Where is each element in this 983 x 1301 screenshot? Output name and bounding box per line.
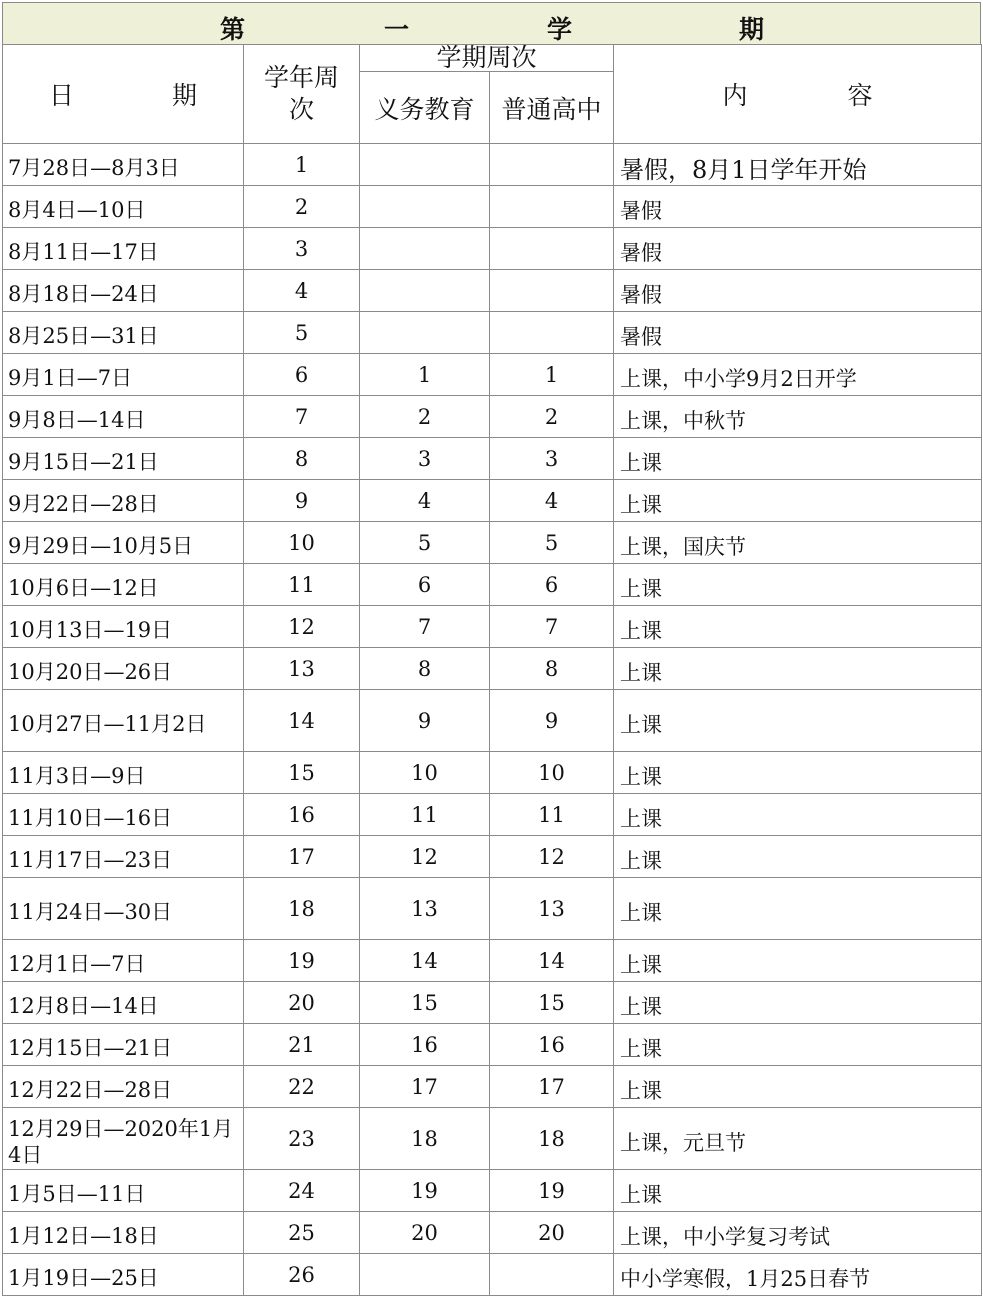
high-school-week-cell (490, 270, 614, 312)
content-cell: 上课 (614, 1170, 982, 1212)
content-cell: 暑假 (614, 270, 982, 312)
content-cell: 上课 (614, 480, 982, 522)
high-school-week-cell (490, 312, 614, 354)
date-cell: 8月25日—31日 (3, 312, 244, 354)
year-week-cell: 24 (244, 1170, 360, 1212)
compulsory-week-cell: 4 (360, 480, 490, 522)
high-school-week-cell: 11 (490, 794, 614, 836)
year-week-cell: 12 (244, 606, 360, 648)
table-row (3, 564, 982, 606)
content-cell: 上课 (614, 1024, 982, 1066)
content-cell: 上课 (614, 752, 982, 794)
compulsory-week-cell: 9 (360, 690, 490, 752)
high-school-week-cell: 12 (490, 836, 614, 878)
table-row (3, 1108, 982, 1170)
high-school-week-cell: 1 (490, 354, 614, 396)
year-week-cell: 2 (244, 186, 360, 228)
high-school-week-cell: 7 (490, 606, 614, 648)
content-cell: 上课，中秋节 (614, 396, 982, 438)
schedule-table (2, 44, 982, 1296)
content-cell: 上课，元旦节 (614, 1108, 982, 1170)
compulsory-week-cell: 7 (360, 606, 490, 648)
date-cell: 7月28日—8月3日 (3, 144, 244, 186)
year-week-cell: 11 (244, 564, 360, 606)
header-high-school: 普通高中 (490, 72, 614, 144)
year-week-cell: 19 (244, 940, 360, 982)
compulsory-week-cell: 8 (360, 648, 490, 690)
year-week-cell: 4 (244, 270, 360, 312)
compulsory-week-cell: 10 (360, 752, 490, 794)
content-cell: 上课 (614, 438, 982, 480)
year-week-cell: 16 (244, 794, 360, 836)
table-row (3, 354, 982, 396)
header-content-char-1: 内 (722, 81, 748, 110)
year-week-cell: 23 (244, 1108, 360, 1170)
content-cell: 上课 (614, 690, 982, 752)
compulsory-week-cell: 17 (360, 1066, 490, 1108)
table-row (3, 606, 982, 648)
high-school-week-cell: 16 (490, 1024, 614, 1066)
schedule-body (3, 144, 982, 1296)
title-char-1: 第 (220, 15, 247, 44)
year-week-cell: 17 (244, 836, 360, 878)
table-row (3, 836, 982, 878)
header-year-week-label: 学年周次 (263, 63, 339, 124)
date-cell: 10月20日—26日 (3, 648, 244, 690)
year-week-cell: 5 (244, 312, 360, 354)
compulsory-week-cell: 6 (360, 564, 490, 606)
title-char-2: 一 (384, 15, 411, 44)
compulsory-week-cell (360, 186, 490, 228)
year-week-cell: 26 (244, 1254, 360, 1296)
compulsory-week-cell: 13 (360, 878, 490, 940)
title-char-3: 学 (547, 15, 574, 44)
year-week-cell: 18 (244, 878, 360, 940)
year-week-cell: 15 (244, 752, 360, 794)
table-row (3, 186, 982, 228)
year-week-cell: 9 (244, 480, 360, 522)
high-school-week-cell: 5 (490, 522, 614, 564)
compulsory-week-cell (360, 144, 490, 186)
content-cell: 上课 (614, 836, 982, 878)
header-year-week (244, 45, 360, 144)
date-cell: 9月29日—10月5日 (3, 522, 244, 564)
high-school-week-cell: 17 (490, 1066, 614, 1108)
date-cell: 9月22日—28日 (3, 480, 244, 522)
high-school-week-cell: 19 (490, 1170, 614, 1212)
content-cell: 上课 (614, 648, 982, 690)
date-cell: 1月12日—18日 (3, 1212, 244, 1254)
header-term-week: 学期周次 (360, 45, 614, 72)
table-row (3, 1024, 982, 1066)
date-cell: 8月4日—10日 (3, 186, 244, 228)
year-week-cell: 22 (244, 1066, 360, 1108)
year-week-cell: 8 (244, 438, 360, 480)
date-cell: 11月10日—16日 (3, 794, 244, 836)
year-week-cell: 3 (244, 228, 360, 270)
table-row (3, 878, 982, 940)
content-cell: 上课 (614, 982, 982, 1024)
table-row (3, 438, 982, 480)
year-week-cell: 6 (244, 354, 360, 396)
high-school-week-cell: 2 (490, 396, 614, 438)
high-school-week-cell (490, 228, 614, 270)
content-cell: 上课 (614, 606, 982, 648)
table-row (3, 144, 982, 186)
date-cell: 12月22日—28日 (3, 1066, 244, 1108)
header-date-char-2: 期 (172, 81, 198, 110)
content-cell: 上课 (614, 1066, 982, 1108)
year-week-cell: 14 (244, 690, 360, 752)
date-cell: 8月11日—17日 (3, 228, 244, 270)
high-school-week-cell: 13 (490, 878, 614, 940)
content-cell: 上课，中小学复习考试 (614, 1212, 982, 1254)
table-row (3, 794, 982, 836)
table-row (3, 396, 982, 438)
content-cell: 暑假，8月1日学年开始 (614, 144, 982, 186)
date-cell: 10月6日—12日 (3, 564, 244, 606)
compulsory-week-cell: 14 (360, 940, 490, 982)
year-week-cell: 10 (244, 522, 360, 564)
year-week-cell: 1 (244, 144, 360, 186)
compulsory-week-cell (360, 228, 490, 270)
table-row (3, 648, 982, 690)
high-school-week-cell: 15 (490, 982, 614, 1024)
table-row (3, 228, 982, 270)
date-cell: 11月17日—23日 (3, 836, 244, 878)
semester-title (2, 2, 981, 44)
header-date-char-1: 日 (49, 81, 75, 110)
compulsory-week-cell: 11 (360, 794, 490, 836)
content-cell: 中小学寒假，1月25日春节 (614, 1254, 982, 1296)
date-cell: 11月3日—9日 (3, 752, 244, 794)
high-school-week-cell: 18 (490, 1108, 614, 1170)
date-cell: 12月1日—7日 (3, 940, 244, 982)
content-cell: 暑假 (614, 228, 982, 270)
content-cell: 暑假 (614, 186, 982, 228)
compulsory-week-cell: 15 (360, 982, 490, 1024)
compulsory-week-cell: 12 (360, 836, 490, 878)
high-school-week-cell: 4 (490, 480, 614, 522)
compulsory-week-cell: 20 (360, 1212, 490, 1254)
year-week-cell: 13 (244, 648, 360, 690)
date-cell: 12月8日—14日 (3, 982, 244, 1024)
date-cell: 1月19日—25日 (3, 1254, 244, 1296)
high-school-week-cell: 9 (490, 690, 614, 752)
content-cell: 暑假 (614, 312, 982, 354)
compulsory-week-cell (360, 312, 490, 354)
table-row (3, 1254, 982, 1296)
table-row (3, 1212, 982, 1254)
high-school-week-cell (490, 1254, 614, 1296)
high-school-week-cell: 14 (490, 940, 614, 982)
table-row (3, 690, 982, 752)
high-school-week-cell: 10 (490, 752, 614, 794)
date-cell: 12月29日—2020年1月4日 (3, 1108, 244, 1170)
high-school-week-cell (490, 144, 614, 186)
compulsory-week-cell: 16 (360, 1024, 490, 1066)
high-school-week-cell: 8 (490, 648, 614, 690)
date-cell: 9月1日—7日 (3, 354, 244, 396)
compulsory-week-cell: 19 (360, 1170, 490, 1212)
table-row (3, 982, 982, 1024)
header-content (614, 45, 982, 144)
title-char-4: 期 (739, 15, 766, 44)
high-school-week-cell: 20 (490, 1212, 614, 1254)
high-school-week-cell: 3 (490, 438, 614, 480)
content-cell: 上课 (614, 940, 982, 982)
table-row (3, 752, 982, 794)
date-cell: 12月15日—21日 (3, 1024, 244, 1066)
header-content-char-2: 容 (847, 81, 873, 110)
date-cell: 9月15日—21日 (3, 438, 244, 480)
date-cell: 9月8日—14日 (3, 396, 244, 438)
calendar-document (2, 2, 981, 1296)
table-row (3, 1170, 982, 1212)
compulsory-week-cell (360, 270, 490, 312)
date-cell: 10月27日—11月2日 (3, 690, 244, 752)
compulsory-week-cell: 5 (360, 522, 490, 564)
compulsory-week-cell: 3 (360, 438, 490, 480)
year-week-cell: 21 (244, 1024, 360, 1066)
table-row (3, 1066, 982, 1108)
content-cell: 上课 (614, 878, 982, 940)
year-week-cell: 7 (244, 396, 360, 438)
content-cell: 上课 (614, 794, 982, 836)
year-week-cell: 25 (244, 1212, 360, 1254)
content-cell: 上课，中小学9月2日开学 (614, 354, 982, 396)
date-cell: 10月13日—19日 (3, 606, 244, 648)
high-school-week-cell: 6 (490, 564, 614, 606)
table-row (3, 270, 982, 312)
content-cell: 上课，国庆节 (614, 522, 982, 564)
table-row (3, 480, 982, 522)
table-row (3, 312, 982, 354)
compulsory-week-cell: 18 (360, 1108, 490, 1170)
compulsory-week-cell: 2 (360, 396, 490, 438)
header-date (3, 45, 244, 144)
content-cell: 上课 (614, 564, 982, 606)
compulsory-week-cell: 1 (360, 354, 490, 396)
date-cell: 1月5日—11日 (3, 1170, 244, 1212)
date-cell: 11月24日—30日 (3, 878, 244, 940)
compulsory-week-cell (360, 1254, 490, 1296)
header-compulsory: 义务教育 (360, 72, 490, 144)
year-week-cell: 20 (244, 982, 360, 1024)
table-row (3, 940, 982, 982)
table-row (3, 522, 982, 564)
high-school-week-cell (490, 186, 614, 228)
date-cell: 8月18日—24日 (3, 270, 244, 312)
